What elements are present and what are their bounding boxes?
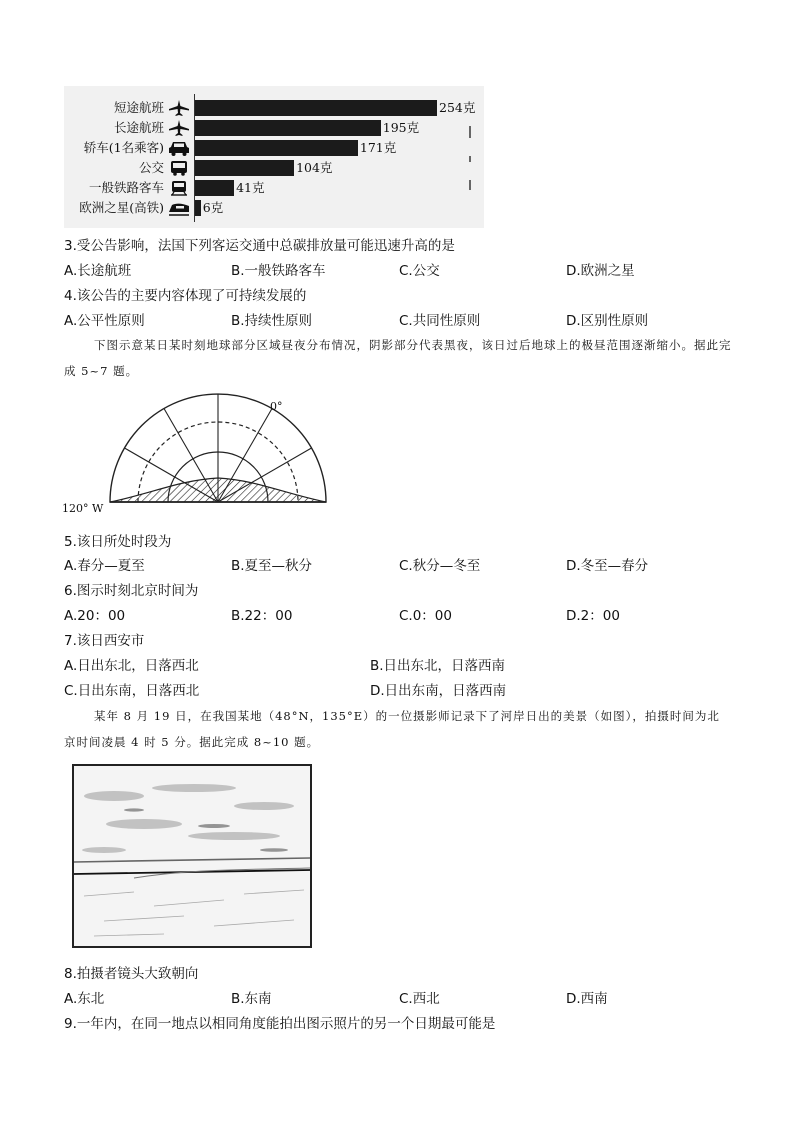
q6-option-c[interactable]: C.0：00 (399, 608, 452, 624)
q4-option-a[interactable]: A.公平性原则 (64, 313, 145, 329)
question-6-stem: 6.图示时刻北京时间为 (64, 583, 199, 599)
label-120w: 120° W (62, 502, 104, 515)
train-icon (168, 180, 190, 200)
day-night-diagram (60, 392, 360, 517)
scan-mark (469, 180, 471, 190)
question-5-stem: 5.该日所处时段为 (64, 534, 172, 550)
riverbank-sunrise-photo (72, 764, 312, 948)
polar-projection-figure (60, 392, 360, 517)
scan-mark (469, 126, 471, 138)
bar-value-label: 195克 (382, 120, 420, 135)
q5-option-d[interactable]: D.冬至—春分 (566, 558, 649, 574)
q7-option-b[interactable]: B.日出东北，日落西南 (370, 658, 506, 674)
bar (195, 120, 381, 136)
chart-category-labels (64, 86, 164, 228)
intro-paragraph-5-7 (64, 332, 732, 384)
night-shaded-area (110, 478, 326, 502)
label-zero-degree: 0° (270, 400, 283, 413)
q5-option-a[interactable]: A.春分—夏至 (64, 558, 145, 574)
q6-option-d[interactable]: D.2：00 (566, 608, 620, 624)
q6-option-b[interactable]: B.22：00 (231, 608, 293, 624)
q8-option-b[interactable]: B.东南 (231, 991, 272, 1007)
bar (195, 160, 294, 176)
intro-paragraph-8-10 (64, 703, 732, 755)
q8-option-d[interactable]: D.西南 (566, 991, 608, 1007)
bar (195, 180, 234, 196)
q5-option-b[interactable]: B.夏至—秋分 (231, 558, 313, 574)
bar-value-label: 41克 (236, 180, 265, 195)
question-9-stem: 9.一年内，在同一地点以相同角度能拍出图示照片的另一个日期最可能是 (64, 1016, 496, 1032)
question-8-stem: 8.拍摄者镜头大致朝向 (64, 966, 199, 982)
q4-option-b[interactable]: B.持续性原则 (231, 313, 313, 329)
q5-option-c[interactable]: C.秋分—冬至 (399, 558, 481, 574)
intro-text: 某年 8 月 19 日，在我国某地（48°N，135°E）的一位摄影师记录下了河岸日出的美景（如图），拍摄时间为北京时间凌晨 4 时 5 分。据此完成 8~10 题。 (64, 709, 720, 749)
q7-option-c[interactable]: C.日出东南，日落西北 (64, 683, 200, 699)
car-icon (168, 140, 190, 160)
q3-option-d[interactable]: D.欧洲之星 (566, 263, 635, 279)
category-label: 长途航班 (113, 120, 164, 135)
category-label: 短途航班 (113, 100, 164, 115)
q7-option-d[interactable]: D.日出东南，日落西南 (370, 683, 507, 699)
category-label: 轿车(1名乘客) (83, 140, 164, 155)
bus-icon (168, 160, 190, 180)
bar-value-label: 254克 (439, 100, 476, 115)
bar-value-label: 6克 (202, 200, 224, 215)
scan-mark (469, 156, 471, 162)
question-7-stem: 7.该日西安市 (64, 633, 145, 649)
high-speed-train-icon (168, 200, 190, 220)
q3-option-a[interactable]: A.长途航班 (64, 263, 132, 279)
q3-option-c[interactable]: C.公交 (399, 263, 440, 279)
category-label: 公交 (138, 160, 164, 175)
q3-option-b[interactable]: B.一般铁路客车 (231, 263, 326, 279)
bar (195, 200, 201, 216)
bar (195, 100, 437, 116)
intro-text: 下图示意某日某时刻地球部分区域昼夜分布情况，阴影部分代表黑夜，该日过后地球上的极昼范围逐渐缩小。据此完成 5~7 题。 (64, 338, 732, 378)
chart-icons (166, 86, 192, 228)
airplane-icon (168, 120, 190, 140)
chart-bars (195, 86, 484, 228)
category-label: 一般铁路客车 (88, 180, 164, 195)
emissions-bar-chart (64, 86, 484, 228)
bar-value-label: 104克 (296, 160, 333, 175)
airplane-icon (168, 100, 190, 120)
q7-option-a[interactable]: A.日出东北，日落西北 (64, 658, 199, 674)
q4-option-d[interactable]: D.区别性原则 (566, 313, 649, 329)
bar-value-label: 171克 (359, 140, 397, 155)
question-4-stem: 4.该公告的主要内容体现了可持续发展的 (64, 288, 307, 304)
q4-option-c[interactable]: C.共同性原则 (399, 313, 481, 329)
question-3-stem: 3.受公告影响，法国下列客运交通中总碳排放量可能迅速升高的是 (64, 238, 455, 254)
bar (195, 140, 358, 156)
category-label: 欧洲之星(高铁) (79, 200, 164, 215)
q8-option-a[interactable]: A.东北 (64, 991, 105, 1007)
photo-sketch (74, 766, 310, 946)
q8-option-c[interactable]: C.西北 (399, 991, 440, 1007)
q6-option-a[interactable]: A.20：00 (64, 608, 126, 624)
